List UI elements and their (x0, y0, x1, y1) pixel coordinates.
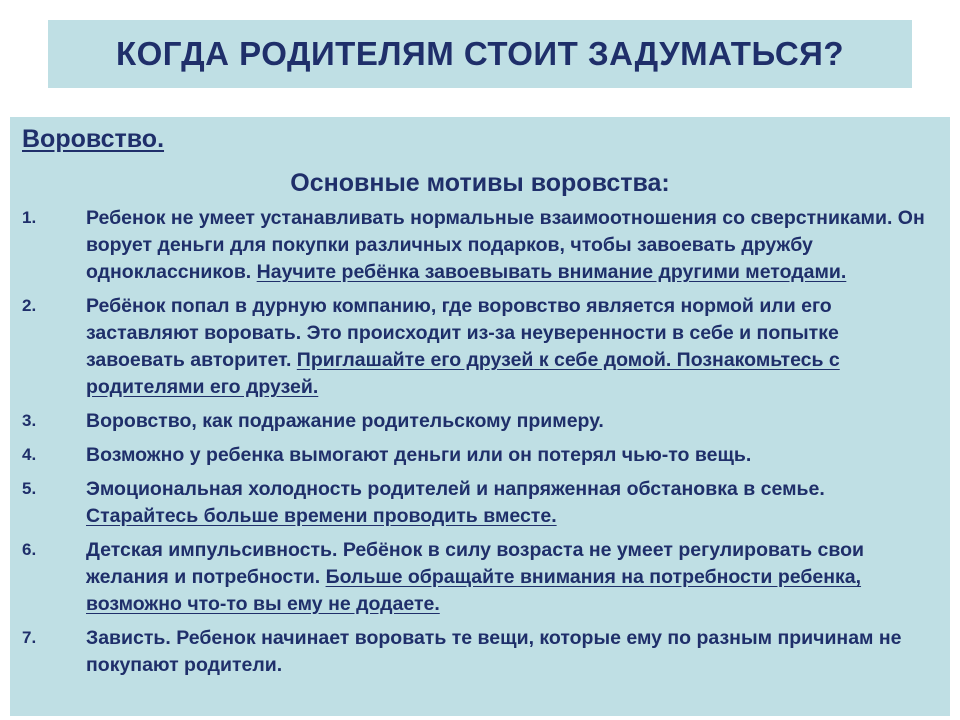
motives-list (10, 205, 950, 686)
item-text (86, 625, 926, 679)
item-number: 1. (22, 208, 37, 227)
list-item (10, 293, 950, 401)
item-body: Детская импульсивность. Ребёнок в силу возраста не умеет регулировать свои желания и потребности. (86, 539, 864, 588)
item-number: 5. (22, 479, 37, 498)
item-text (86, 205, 926, 286)
list-item (10, 442, 950, 469)
item-number: 3. (22, 411, 37, 430)
item-number: 2. (22, 296, 37, 315)
list-item (10, 408, 950, 435)
item-text (86, 408, 926, 435)
item-advice: Больше обращайте внимания на потребности ребенка, возможно что-то вы ему не додаете. (86, 566, 862, 615)
item-advice: Приглашайте его друзей к себе домой. Познакомьтесь с родителями его друзей. (86, 349, 840, 398)
subtitle-heading: Основные мотивы воровства: (290, 169, 670, 197)
slide-title: КОГДА РОДИТЕЛЯМ СТОИТ ЗАДУМАТЬСЯ? (115, 35, 845, 72)
item-body: Ребенок не умеет устанавливать нормальные взаимоотношения со сверстниками. Он ворует деньги для покупки различных подарков, чтобы завоевать дружбу одноклассников. (86, 207, 925, 283)
item-advice: Старайтесь больше времени проводить вместе. (86, 505, 557, 527)
item-number: 7. (22, 628, 37, 647)
item-body: Эмоциональная холодность родителей и напряженная обстановка в семье. (86, 478, 825, 500)
item-number: 6. (22, 540, 37, 559)
list-item (10, 537, 950, 618)
title-banner (48, 20, 912, 88)
item-body: Возможно у ребенка вымогают деньги или он потерял чью-то вещь. (86, 444, 752, 466)
list-item (10, 625, 950, 679)
item-body: Зависть. Ребенок начинает воровать те вещи, которые ему по разным причинам не покупают родители. (86, 627, 902, 676)
subject-heading: Воровство. (22, 125, 165, 153)
item-text (86, 537, 926, 618)
list-item (10, 476, 950, 530)
item-text (86, 442, 926, 469)
item-advice: Научите ребёнка завоевывать внимание другими методами. (256, 261, 847, 283)
item-body: Воровство, как подражание родительскому примеру. (86, 410, 604, 432)
content-panel (10, 117, 950, 716)
item-text (86, 476, 926, 530)
item-text (86, 293, 926, 401)
item-body: Ребёнок попал в дурную компанию, где воровство является нормой или его заставляют воровать. Это происходит из-за неуверенности в себе и попытке завоевать авторитет. (86, 295, 839, 371)
list-item (10, 205, 950, 286)
item-number: 4. (22, 445, 37, 464)
